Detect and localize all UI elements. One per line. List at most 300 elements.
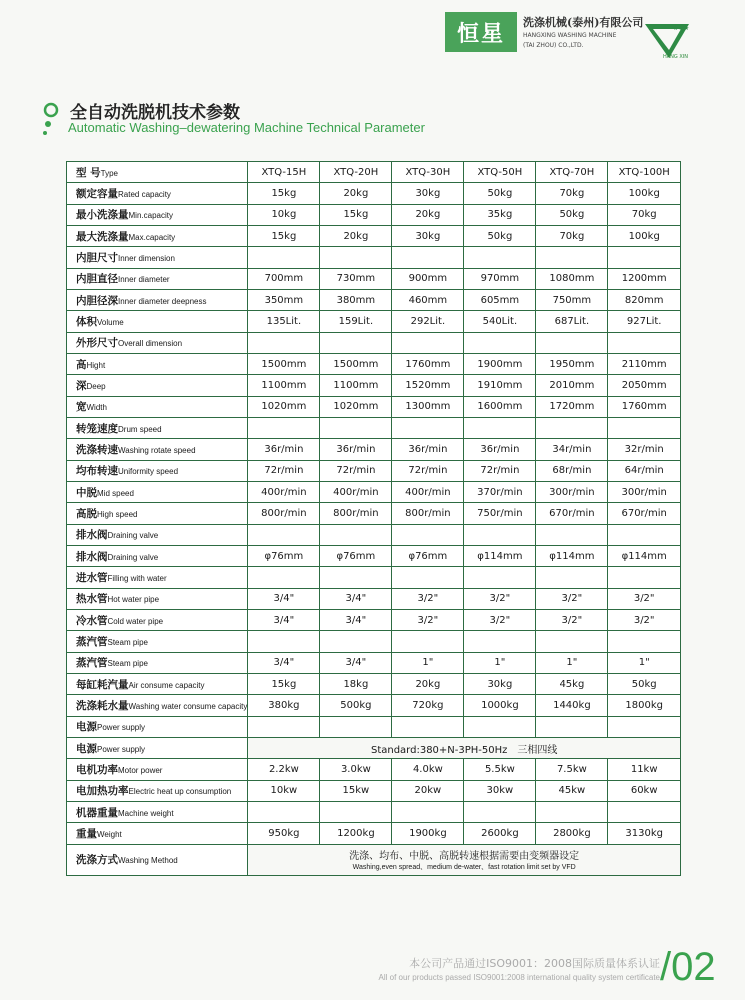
table-cell: [608, 716, 681, 737]
row-label-cn: 体积: [76, 315, 97, 328]
table-cell: [392, 567, 464, 588]
table-cell: [464, 524, 536, 545]
table-row: [67, 183, 681, 204]
table-row: [67, 737, 681, 758]
table-cell: 1200mm: [608, 268, 681, 289]
table-row: [67, 631, 681, 652]
row-label-cn: 机器重量: [76, 806, 118, 819]
table-cell: 720kg: [392, 695, 464, 716]
table-cell: φ114mm: [464, 545, 536, 566]
table-cell: 350mm: [248, 289, 320, 310]
table-cell: 35kg: [464, 204, 536, 225]
title-cn: 全自动洗脱机技术参数: [70, 103, 240, 123]
row-label-cn: 外形尺寸: [76, 337, 118, 350]
row-label-en: Draining valve: [107, 531, 159, 541]
table-cell: 3/2": [536, 609, 608, 630]
table-cell: 730mm: [320, 268, 392, 289]
table-cell: 1080mm: [536, 268, 608, 289]
row-label: [67, 439, 248, 460]
table-cell: [608, 567, 681, 588]
table-cell: 292Lit.: [392, 311, 464, 332]
table-cell: 1950mm: [536, 353, 608, 374]
table-cell: 20kg: [320, 183, 392, 204]
row-label-cn: 冷水管: [76, 614, 108, 627]
table-cell: 68r/min: [536, 460, 608, 481]
table-row: [67, 780, 681, 801]
row-label: [67, 183, 248, 204]
table-cell: 45kg: [536, 673, 608, 694]
table-cell: 1760mm: [392, 353, 464, 374]
table-row: [67, 225, 681, 246]
table-cell: 1910mm: [464, 375, 536, 396]
table-cell: 1": [464, 652, 536, 673]
table-cell: 70kg: [608, 204, 681, 225]
table-cell: 30kw: [464, 780, 536, 801]
table-cell: [320, 716, 392, 737]
table-cell: 380kg: [248, 695, 320, 716]
table-row: [67, 759, 681, 780]
row-label: [67, 396, 248, 417]
table-cell: 3/4": [248, 588, 320, 609]
table-row: [67, 588, 681, 609]
table-cell: 3/2": [464, 609, 536, 630]
row-label: [67, 289, 248, 310]
row-label-cn: 最小洗涤量: [76, 209, 129, 222]
table-cell: 3/2": [392, 609, 464, 630]
table-cell: 20kg: [392, 673, 464, 694]
row-label-en: Inner diameter deepness: [118, 296, 207, 306]
table-cell: 900mm: [392, 268, 464, 289]
table-cell: [320, 567, 392, 588]
row-label-cn: 转笼速度: [76, 422, 118, 435]
table-cell: 50kg: [608, 673, 681, 694]
company-name-en-2: (TAI ZHOU) CO.,LTD.: [523, 42, 584, 49]
row-label: [67, 801, 248, 822]
table-cell: [392, 716, 464, 737]
table-cell: φ76mm: [248, 545, 320, 566]
table-cell: φ114mm: [608, 545, 681, 566]
table-cell: φ114mm: [536, 545, 608, 566]
table-cell: 3/2": [392, 588, 464, 609]
table-cell: [248, 716, 320, 737]
row-label: [67, 162, 248, 183]
row-label-cn: 宽: [76, 401, 87, 414]
row-label-cn: 高: [76, 358, 87, 371]
page-header: [445, 12, 730, 67]
table-cell: φ76mm: [320, 545, 392, 566]
row-label: [67, 417, 248, 438]
row-label: [67, 844, 248, 875]
table-cell: 800r/min: [320, 503, 392, 524]
table-cell: 11kw: [608, 759, 681, 780]
row-label: [67, 652, 248, 673]
row-label-cn: 内胆径深: [76, 294, 118, 307]
table-cell: 500kg: [320, 695, 392, 716]
table-cell: 750r/min: [464, 503, 536, 524]
table-cell: 460mm: [392, 289, 464, 310]
row-label-en: Uniformity speed: [118, 467, 179, 477]
table-cell: 70kg: [536, 225, 608, 246]
table-cell: [248, 524, 320, 545]
row-label: [67, 268, 248, 289]
table-cell: [392, 801, 464, 822]
table-cell: 3/2": [608, 609, 681, 630]
footer-cert-en: All of our products passed ISO9001:2008 international quality system certificate: [378, 973, 660, 982]
table-cell: 1": [608, 652, 681, 673]
table-row: [67, 460, 681, 481]
row-label-en: Electric heat up consumption: [128, 787, 232, 797]
table-cell: 3/2": [608, 588, 681, 609]
table-cell: 15kg: [320, 204, 392, 225]
table-cell: 3130kg: [608, 823, 681, 844]
table-cell: 1500mm: [248, 353, 320, 374]
table-row: [67, 268, 681, 289]
table-cell: 670r/min: [536, 503, 608, 524]
power-supply-value: Standard:380+N-3PH-50Hz 三相四线: [248, 737, 681, 758]
table-cell: 1300mm: [392, 396, 464, 417]
table-cell: 1440kg: [536, 695, 608, 716]
table-cell: 800r/min: [248, 503, 320, 524]
row-label: [67, 567, 248, 588]
row-label-cn: 蒸汽管: [76, 657, 108, 670]
table-cell: [464, 716, 536, 737]
table-row: [67, 609, 681, 630]
table-cell: 100kg: [608, 183, 681, 204]
row-label-en: Weight: [97, 829, 122, 839]
table-cell: 36r/min: [464, 439, 536, 460]
table-cell: 15kw: [320, 780, 392, 801]
row-label-en: Mid speed: [97, 488, 134, 498]
row-label-en: Deep: [86, 381, 106, 391]
table-row: [67, 545, 681, 566]
table-row: [67, 332, 681, 353]
row-label-en: Motor power: [118, 765, 163, 775]
table-row: [67, 353, 681, 374]
row-label-cn: 排水阀: [76, 550, 108, 563]
washing-method-value: [248, 844, 681, 875]
footer: [290, 955, 660, 982]
table-cell: 800r/min: [392, 503, 464, 524]
row-label-en: Cold water pipe: [107, 616, 164, 626]
table-cell: 72r/min: [248, 460, 320, 481]
row-label-cn: 深: [76, 379, 87, 392]
row-label-cn: 排水阀: [76, 529, 108, 542]
table-cell: 3/4": [248, 609, 320, 630]
table-cell: 34r/min: [536, 439, 608, 460]
table-cell: [392, 524, 464, 545]
table-cell: 72r/min: [464, 460, 536, 481]
table-cell: 20kw: [392, 780, 464, 801]
table-cell: 159Lit.: [320, 311, 392, 332]
svg-text:★★★: ★★★: [673, 25, 690, 32]
row-label-cn: 洗涤转速: [76, 443, 118, 456]
table-cell: 1900mm: [464, 353, 536, 374]
table-cell: 30kg: [464, 673, 536, 694]
table-cell: 605mm: [464, 289, 536, 310]
row-label-cn: 电源: [76, 742, 97, 755]
table-row: [67, 375, 681, 396]
table-cell: 1100mm: [320, 375, 392, 396]
row-label: [67, 631, 248, 652]
table-cell: [608, 332, 681, 353]
row-label-en: Filling with water: [107, 573, 167, 583]
table-cell: [536, 631, 608, 652]
row-label-cn: 电加热功率: [76, 785, 129, 798]
row-label: [67, 481, 248, 502]
row-label: [67, 375, 248, 396]
row-label-en: Washing water consume capacity: [128, 701, 248, 711]
table-cell: [536, 716, 608, 737]
table-row: [67, 247, 681, 268]
table-cell: 400r/min: [320, 481, 392, 502]
table-cell: 50kg: [536, 204, 608, 225]
table-cell: 72r/min: [320, 460, 392, 481]
table-cell: [248, 567, 320, 588]
table-cell: [536, 332, 608, 353]
table-row: [67, 439, 681, 460]
row-label-en: Volume: [97, 317, 124, 327]
table-cell: 60kw: [608, 780, 681, 801]
table-cell: [536, 417, 608, 438]
table-cell: 1": [392, 652, 464, 673]
table-cell: 2800kg: [536, 823, 608, 844]
table-cell: 64r/min: [608, 460, 681, 481]
table-cell: 1900kg: [392, 823, 464, 844]
row-label-cn: 内胆直径: [76, 273, 118, 286]
row-label-cn: 型 号: [76, 166, 101, 179]
spec-table: [66, 161, 681, 876]
table-cell: 36r/min: [320, 439, 392, 460]
row-label-en: Min.capacity: [128, 211, 173, 221]
company-logo: 恒星: [445, 12, 517, 52]
table-cell: XTQ-30H: [392, 162, 464, 183]
table-row: [67, 801, 681, 822]
table-cell: 1500mm: [320, 353, 392, 374]
table-cell: 45kw: [536, 780, 608, 801]
table-cell: 2050mm: [608, 375, 681, 396]
table-cell: 70kg: [536, 183, 608, 204]
table-cell: 2600kg: [464, 823, 536, 844]
row-label-en: Washing Method: [118, 856, 178, 865]
table-cell: [320, 631, 392, 652]
table-cell: 20kg: [392, 204, 464, 225]
row-label-cn: 每缸耗汽量: [76, 678, 129, 691]
table-cell: [392, 332, 464, 353]
table-cell: 700mm: [248, 268, 320, 289]
table-cell: 2.2kw: [248, 759, 320, 780]
table-cell: 1020mm: [320, 396, 392, 417]
washing-method-en: Washing,even spread、medium de-water、fast rotation limit set by VFD: [352, 864, 576, 871]
row-label: [67, 759, 248, 780]
row-label: [67, 673, 248, 694]
table-cell: 370r/min: [464, 481, 536, 502]
table-cell: 750mm: [536, 289, 608, 310]
row-label-cn: 重量: [76, 827, 97, 840]
table-cell: [320, 801, 392, 822]
table-cell: 1200kg: [320, 823, 392, 844]
company-name-en-1: HANGXING WASHING MACHINE: [523, 32, 617, 39]
table-cell: 1600mm: [464, 396, 536, 417]
table-row: [67, 844, 681, 875]
table-cell: 15kg: [248, 225, 320, 246]
table-cell: 540Lit.: [464, 311, 536, 332]
table-cell: 1100mm: [248, 375, 320, 396]
row-label-en: Hight: [86, 360, 106, 370]
table-cell: [536, 247, 608, 268]
table-cell: 3/2": [536, 588, 608, 609]
row-label: [67, 524, 248, 545]
table-cell: 970mm: [464, 268, 536, 289]
row-label-en: Steam pipe: [107, 659, 148, 669]
table-row: [67, 311, 681, 332]
table-cell: 3/2": [464, 588, 536, 609]
table-row: [67, 716, 681, 737]
row-label: [67, 737, 248, 758]
table-cell: [464, 801, 536, 822]
row-label-en: Power supply: [97, 744, 146, 754]
row-label-en: Overall dimension: [118, 339, 183, 349]
table-cell: XTQ-50H: [464, 162, 536, 183]
table-cell: 36r/min: [392, 439, 464, 460]
table-cell: 18kg: [320, 673, 392, 694]
row-label-en: Air consume capacity: [128, 680, 205, 690]
table-row: [67, 289, 681, 310]
row-label-cn: 热水管: [76, 593, 108, 606]
table-cell: XTQ-100H: [608, 162, 681, 183]
row-label-cn: 进水管: [76, 571, 108, 584]
table-cell: 2110mm: [608, 353, 681, 374]
table-cell: 687Lit.: [536, 311, 608, 332]
table-cell: 15kg: [248, 673, 320, 694]
table-cell: [464, 247, 536, 268]
table-cell: 3/4": [320, 609, 392, 630]
table-cell: 32r/min: [608, 439, 681, 460]
row-label: [67, 204, 248, 225]
table-cell: 300r/min: [608, 481, 681, 502]
circles-icon: [42, 102, 62, 138]
table-row: [67, 695, 681, 716]
table-cell: 3/4": [320, 652, 392, 673]
table-cell: 20kg: [320, 225, 392, 246]
table-cell: [248, 631, 320, 652]
row-label: [67, 823, 248, 844]
table-cell: 1000kg: [464, 695, 536, 716]
table-row: [67, 503, 681, 524]
table-cell: 927Lit.: [608, 311, 681, 332]
table-cell: 1520mm: [392, 375, 464, 396]
table-cell: φ76mm: [392, 545, 464, 566]
table-cell: [608, 631, 681, 652]
table-cell: 400r/min: [392, 481, 464, 502]
company-name-cn: 洗涤机械(泰州)有限公司: [523, 16, 644, 29]
row-label: [67, 716, 248, 737]
table-cell: [608, 801, 681, 822]
row-label-cn: 最大洗涤量: [76, 230, 129, 243]
table-cell: 1020mm: [248, 396, 320, 417]
row-label-en: Width: [86, 403, 107, 413]
table-row: [67, 652, 681, 673]
row-label: [67, 695, 248, 716]
row-label-cn: 内胆尺寸: [76, 251, 118, 264]
row-label-en: Drum speed: [118, 424, 162, 434]
table-cell: 36r/min: [248, 439, 320, 460]
row-label-en: Draining valve: [107, 552, 159, 562]
table-row: [67, 481, 681, 502]
table-cell: 820mm: [608, 289, 681, 310]
table-cell: [320, 524, 392, 545]
table-cell: 10kg: [248, 204, 320, 225]
row-label-cn: 额定容量: [76, 187, 118, 200]
table-cell: XTQ-20H: [320, 162, 392, 183]
table-cell: 1800kg: [608, 695, 681, 716]
row-label-en: Steam pipe: [107, 637, 148, 647]
row-label: [67, 311, 248, 332]
table-row: [67, 417, 681, 438]
row-label-cn: 均布转速: [76, 465, 118, 478]
row-label: [67, 609, 248, 630]
table-row: [67, 673, 681, 694]
row-label-en: Inner dimension: [118, 253, 175, 263]
row-label-en: Washing rotate speed: [118, 445, 196, 455]
table-cell: 7.5kw: [536, 759, 608, 780]
table-cell: XTQ-70H: [536, 162, 608, 183]
row-label: [67, 460, 248, 481]
row-label: [67, 545, 248, 566]
table-cell: 4.0kw: [392, 759, 464, 780]
table-cell: [464, 332, 536, 353]
table-cell: 3/4": [248, 652, 320, 673]
table-cell: [248, 801, 320, 822]
table-header-row: [67, 162, 681, 183]
row-label-cn: 洗涤方式: [76, 854, 118, 866]
brand-name: HANG XIN: [663, 54, 689, 60]
table-cell: 2010mm: [536, 375, 608, 396]
table-cell: 400r/min: [248, 481, 320, 502]
row-label: [67, 225, 248, 246]
table-row: [67, 396, 681, 417]
table-cell: 950kg: [248, 823, 320, 844]
table-cell: 3/4": [320, 588, 392, 609]
row-label-cn: 蒸汽管: [76, 635, 108, 648]
row-label: [67, 780, 248, 801]
row-label-en: Machine weight: [118, 808, 174, 818]
table-row: [67, 823, 681, 844]
row-label-en: Power supply: [97, 723, 146, 733]
table-cell: [608, 524, 681, 545]
table-cell: 3.0kw: [320, 759, 392, 780]
table-cell: [608, 247, 681, 268]
row-label-cn: 电源: [76, 721, 97, 734]
row-label-cn: 电机功率: [76, 763, 118, 776]
table-cell: 30kg: [392, 225, 464, 246]
row-label-en: High speed: [97, 509, 138, 519]
table-cell: [536, 524, 608, 545]
table-cell: [464, 417, 536, 438]
table-cell: [608, 417, 681, 438]
table-cell: 100kg: [608, 225, 681, 246]
table-row: [67, 567, 681, 588]
table-cell: [320, 417, 392, 438]
row-label: [67, 503, 248, 524]
row-label-cn: 中脱: [76, 486, 97, 499]
page-number: /02: [660, 945, 716, 989]
row-label-en: Max.capacity: [128, 232, 176, 242]
washing-method-cn: 洗涤、均布、中脱、高脱转速根据需要由变频器设定: [349, 851, 580, 862]
table-cell: 50kg: [464, 225, 536, 246]
table-cell: [392, 417, 464, 438]
table-cell: [248, 332, 320, 353]
row-label: [67, 332, 248, 353]
